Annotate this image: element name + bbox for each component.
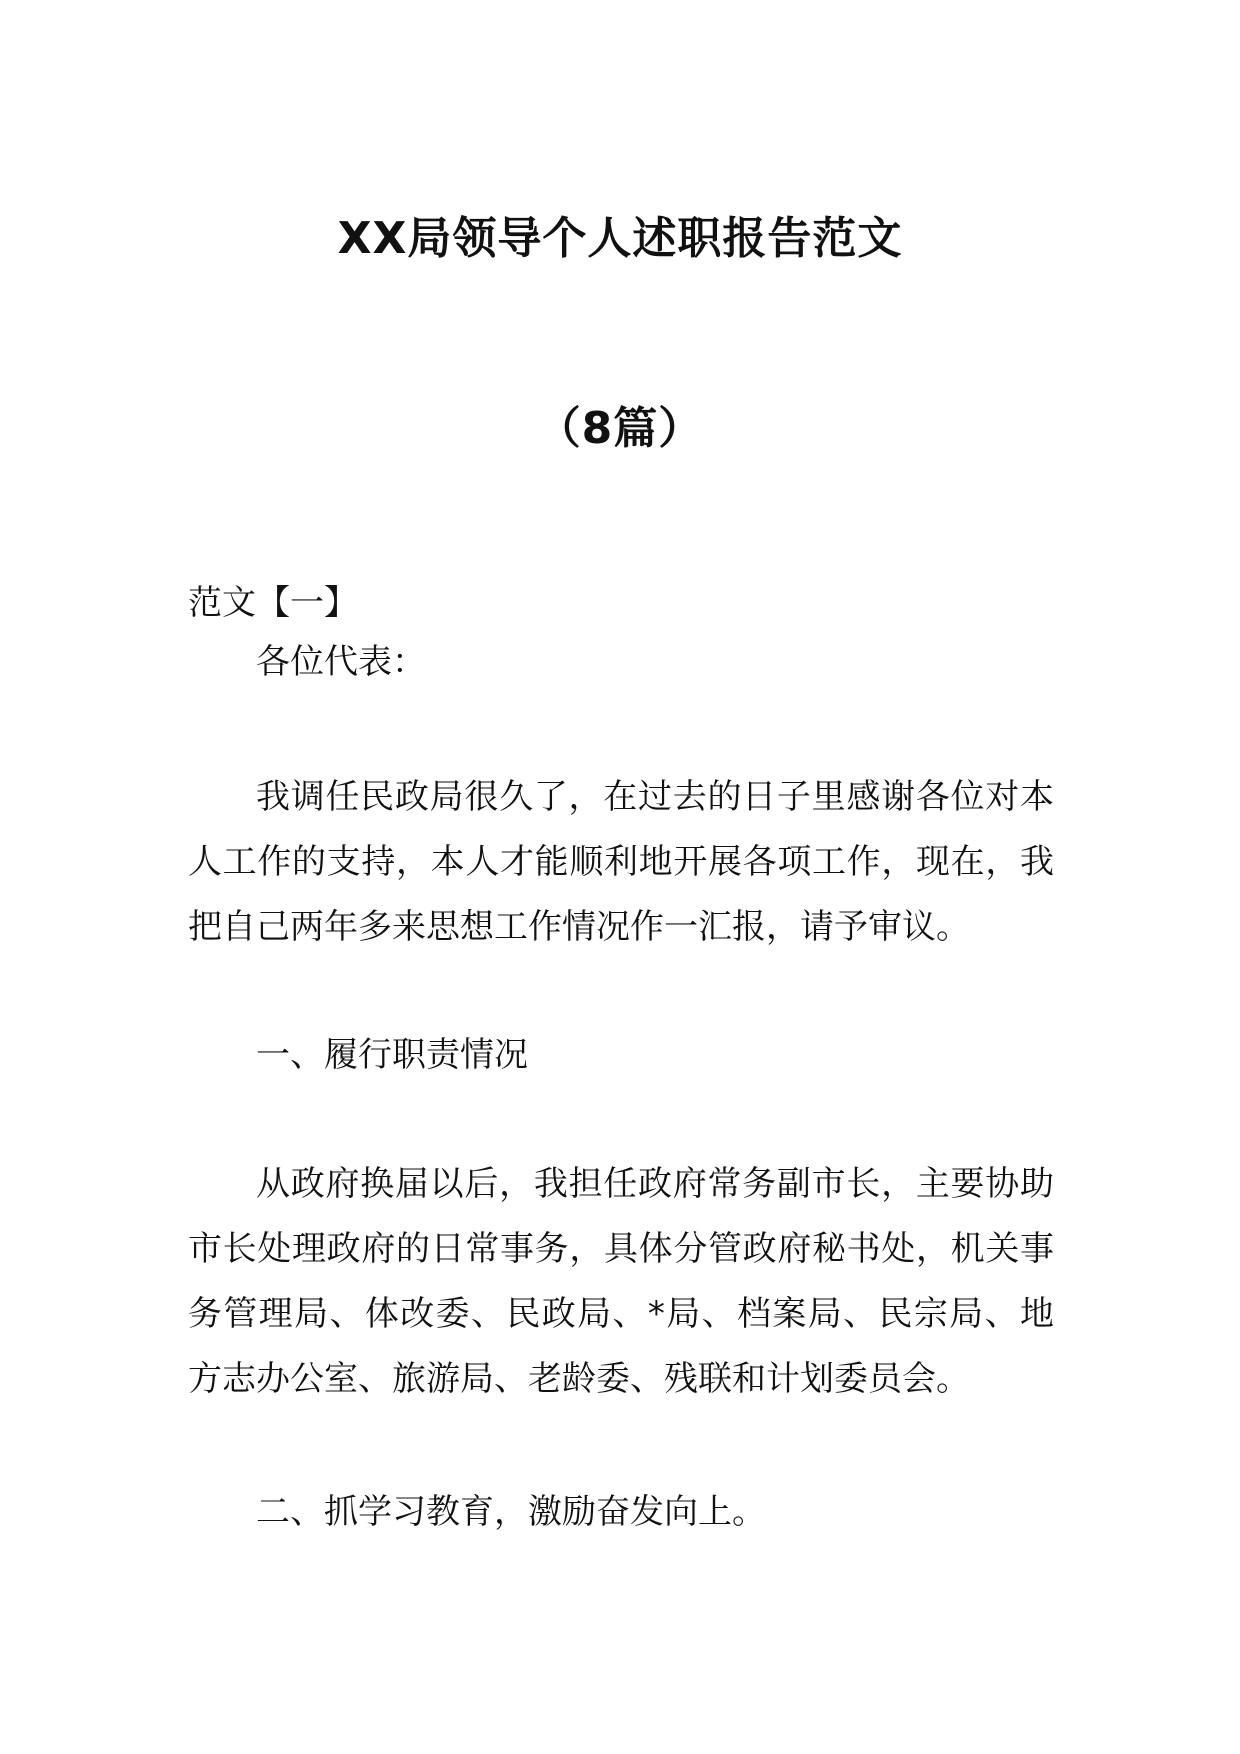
document-subtitle: （8篇） bbox=[536, 403, 704, 454]
salutation: 各位代表： bbox=[256, 642, 426, 682]
paragraph-duties bbox=[188, 1152, 1054, 1412]
paragraph-text: 我调任民政局很久了，在过去的日子里感谢各位对本人工作的支持，本人才能顺利地开展各项工作，现在，我把自己两年多来思想工作情况作一汇报，请予审议。 bbox=[188, 777, 1054, 947]
section-label: 范文【一】 bbox=[188, 583, 358, 623]
document-title: XX局领导个人述职报告范文 bbox=[337, 213, 903, 264]
paragraph-text: 从政府换届以后，我担任政府常务副市长，主要协助市长处理政府的日常事务，具体分管政府秘书处，机关事务管理局、体改委、民政局、*局、档案局、民宗局、地方志办公室、旅游局、老龄委、残联和计划委员会。 bbox=[188, 1164, 1054, 1399]
paragraph-intro bbox=[188, 765, 1054, 960]
heading-study: 二、抓学习教育，激励奋发向上。 bbox=[256, 1492, 766, 1532]
heading-duties: 一、履行职责情况 bbox=[256, 1035, 528, 1075]
